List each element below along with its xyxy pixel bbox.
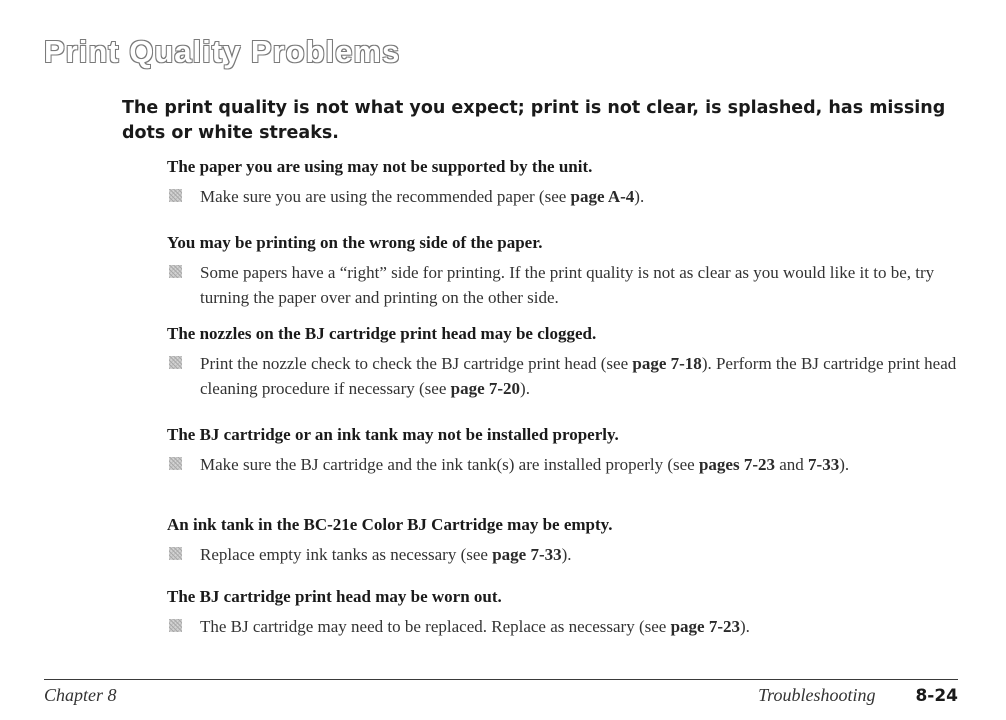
cause-item (167, 156, 957, 209)
cause-heading: The BJ cartridge print head may be worn out. (167, 587, 502, 606)
page-reference: page 7-18 (632, 354, 702, 373)
footer-divider (44, 679, 958, 680)
remedy-text: ). (634, 187, 645, 206)
page-reference: page A-4 (570, 187, 635, 206)
remedy-text: ). (839, 455, 850, 474)
bullet-icon (169, 547, 182, 560)
remedy-item (167, 184, 957, 209)
remedy-text: Make sure the BJ cartridge and the ink tank(s) are installed properly (see (200, 455, 699, 474)
cause-item (167, 232, 957, 310)
page-title: Print Quality Problems (44, 34, 401, 69)
remedy-text: Replace empty ink tanks as necessary (see (200, 545, 493, 564)
remedy-text: and (775, 455, 809, 474)
remedy-text: ). (520, 379, 530, 398)
page-reference: page 7-20 (450, 379, 521, 398)
cause-item (167, 323, 957, 401)
cause-heading: You may be printing on the wrong side of the paper. (167, 233, 543, 252)
page-reference: pages 7-23 (698, 455, 775, 474)
bullet-icon (169, 189, 182, 202)
cause-item (167, 514, 957, 567)
cause-heading: The paper you are using may not be supported by the unit. (167, 157, 593, 176)
remedy-text: ). (740, 617, 750, 636)
page-reference: 7-33 (808, 455, 840, 474)
remedy-text: Some papers have a “right” side for printing. If the print quality is not as clear as you would like it to be, try turning the paper over and printing on the other side. (200, 263, 935, 307)
cause-heading: The nozzles on the BJ cartridge print head may be clogged. (167, 324, 597, 343)
cause-heading: An ink tank in the BC-21e Color BJ Cartridge may be empty. (167, 515, 613, 534)
bullet-icon (169, 457, 182, 470)
remedy-item (167, 260, 957, 310)
remedy-item (167, 614, 957, 639)
problem-statement: The print quality is not what you expect; print is not clear, is splashed, has missing dots or white streaks. (122, 98, 946, 143)
remedy-item (167, 452, 957, 477)
cause-item (167, 424, 957, 477)
footer-right (758, 685, 958, 706)
page-reference: page 7-33 (492, 545, 562, 564)
remedy-text: ). Perform the BJ cartridge print head cleaning procedure if necessary (see (200, 354, 957, 398)
remedy-item (167, 351, 957, 401)
cause-item (167, 586, 957, 639)
remedy-text: The BJ cartridge may need to be replaced. Replace as necessary (see (200, 617, 671, 636)
page-reference: page 7-23 (670, 617, 741, 636)
bullet-icon (169, 356, 182, 369)
remedy-text: ). (561, 545, 572, 564)
cause-heading: The BJ cartridge or an ink tank may not be installed properly. (167, 425, 619, 444)
remedy-text: Print the nozzle check to check the BJ cartridge print head (see (200, 354, 633, 373)
remedy-text: Make sure you are using the recommended paper (see (200, 187, 571, 206)
bullet-icon (169, 619, 182, 632)
remedy-item (167, 542, 957, 567)
footer-section: Troubleshooting (758, 685, 876, 705)
bullet-icon (169, 265, 182, 278)
page-number: 8-24 (915, 686, 958, 706)
footer-chapter: Chapter 8 (44, 685, 117, 705)
